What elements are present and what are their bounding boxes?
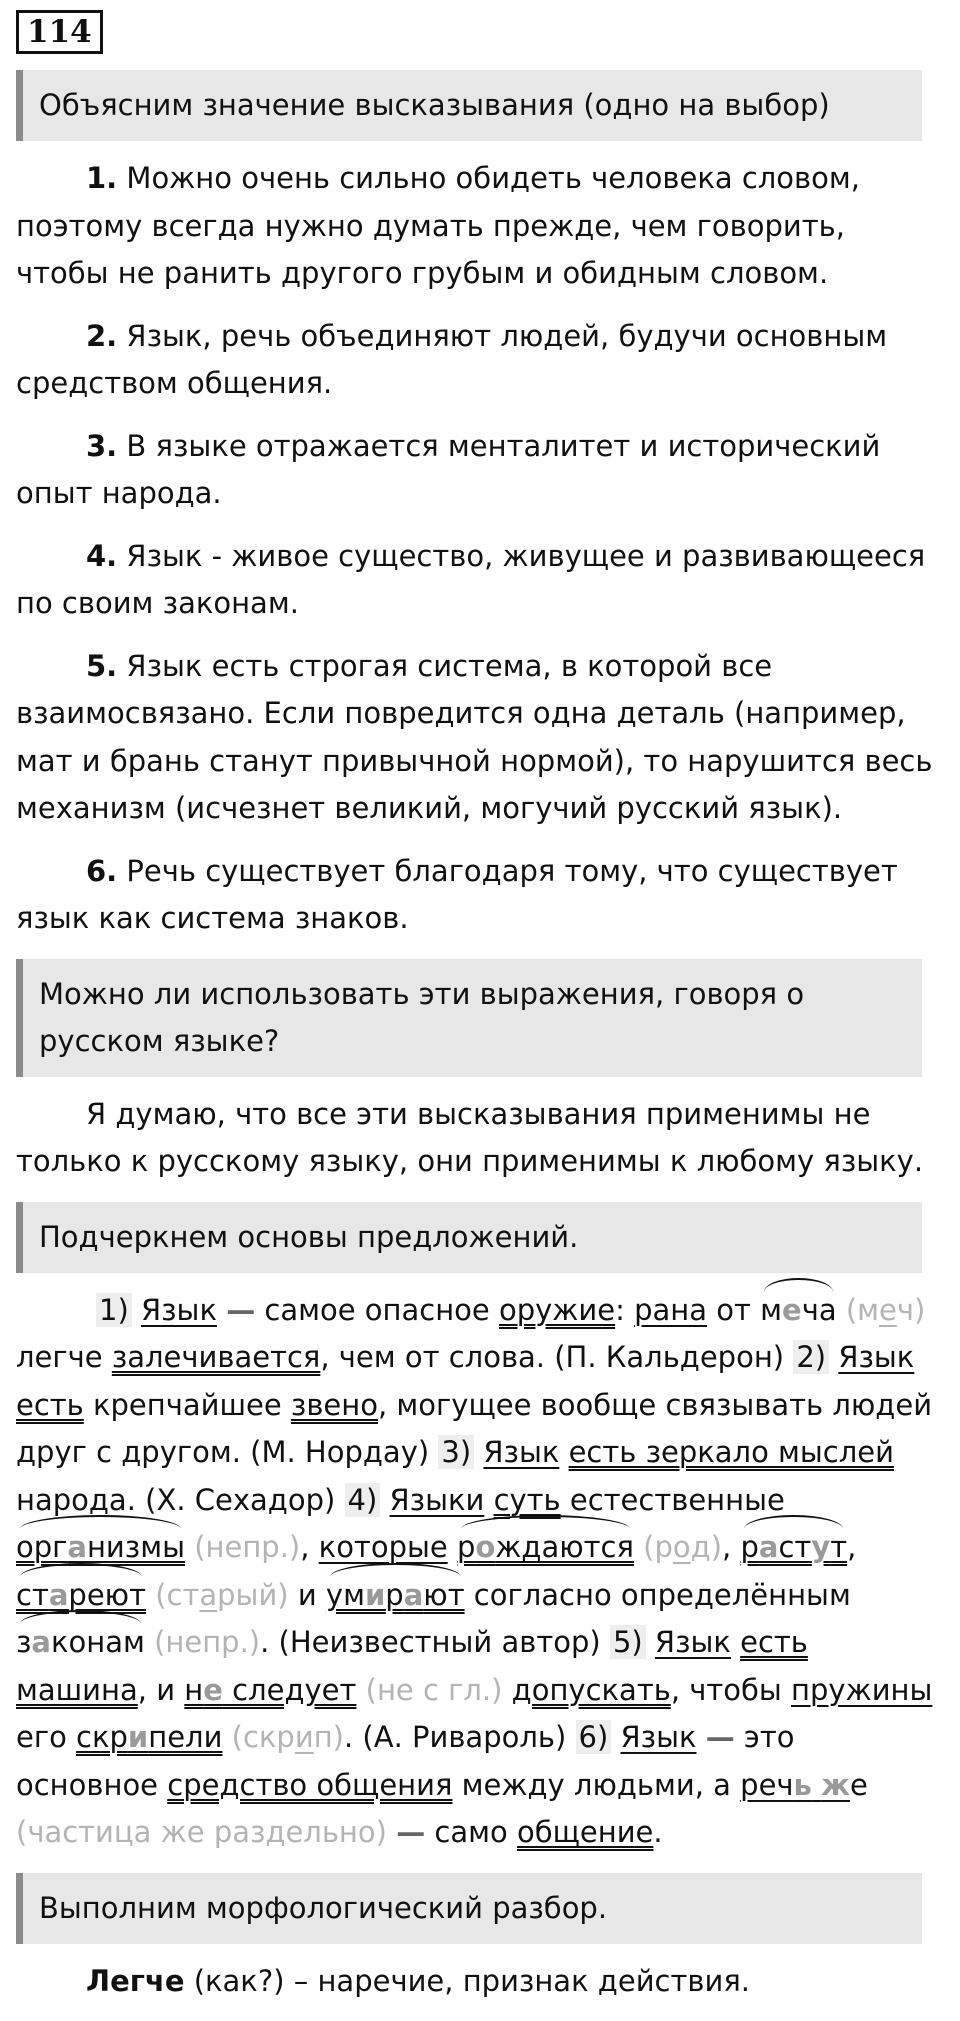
list-item: 2. Язык, речь объединяют людей, будучи основным средством общения. <box>16 318 888 400</box>
list-item: 5. Язык есть строгая система, в которой все взаимосвязано. Если повредится одна деталь (например, мат и брань станут привычной нормой), то нарушится весь механизм (исчезнет великий, могучий русский язык). <box>16 648 933 825</box>
answer-paragraph: Я думаю, что все эти высказывания применимы не только к русскому языку, они применимы к любому языку. <box>16 1096 924 1178</box>
list-item: 1. Можно очень сильно обидеть человека словом, поэтому всегда нужно думать прежде, чем говорить, чтобы не ранить другого грубым и обидным словом. <box>16 161 860 290</box>
page <box>16 10 938 2020</box>
morph-paragraph: Легче (как?) – наречие, признак действия. <box>86 1963 750 1998</box>
section-heading-1: Объясним значение высказывания (одно на выбор) <box>16 70 922 141</box>
section-heading-3: Подчеркнем основы предложений. <box>16 1202 922 1273</box>
list-item: 6. Речь существует благодаря тому, что существует язык как система знаков. <box>16 853 898 935</box>
section-heading-2: Можно ли использовать эти выражения, говоря о русском языке? <box>16 959 922 1077</box>
task-number: 114 <box>16 10 103 54</box>
section-heading-4: Выполним морфологический разбор. <box>16 1873 922 1944</box>
list-item: 4. Язык - живое существо, живущее и развивающееся по своим законам. <box>16 538 926 620</box>
sentences-block: 1) Язык — самое опасное оружие: рана от меча (меч) легче залечивается, чем от слова. (П. Кальдерон) 2) Язык есть крепчайшее звено, могущее вообще связывать людей друг с другом. (М. Нордау) 3) Язык есть зеркало мыслей народа. (Х. Сехадор) 4) Языки суть естественные организмы (непр.), которые рождаются (род), растут, стареют (старый) и умирают согласно определённым законам (непр.). (Неизвестный автор) 5) Язык есть машина, и не следует (не с гл.) допускать, чтобы пружины его скрипели (скрип). (А. Ривароль) 6) Язык — это основное средство общения между людьми, а речь же (частица же раздельно) — само общение. <box>16 1287 938 1857</box>
list-item: 3. В языке отражается менталитет и исторический опыт народа. <box>16 428 881 510</box>
